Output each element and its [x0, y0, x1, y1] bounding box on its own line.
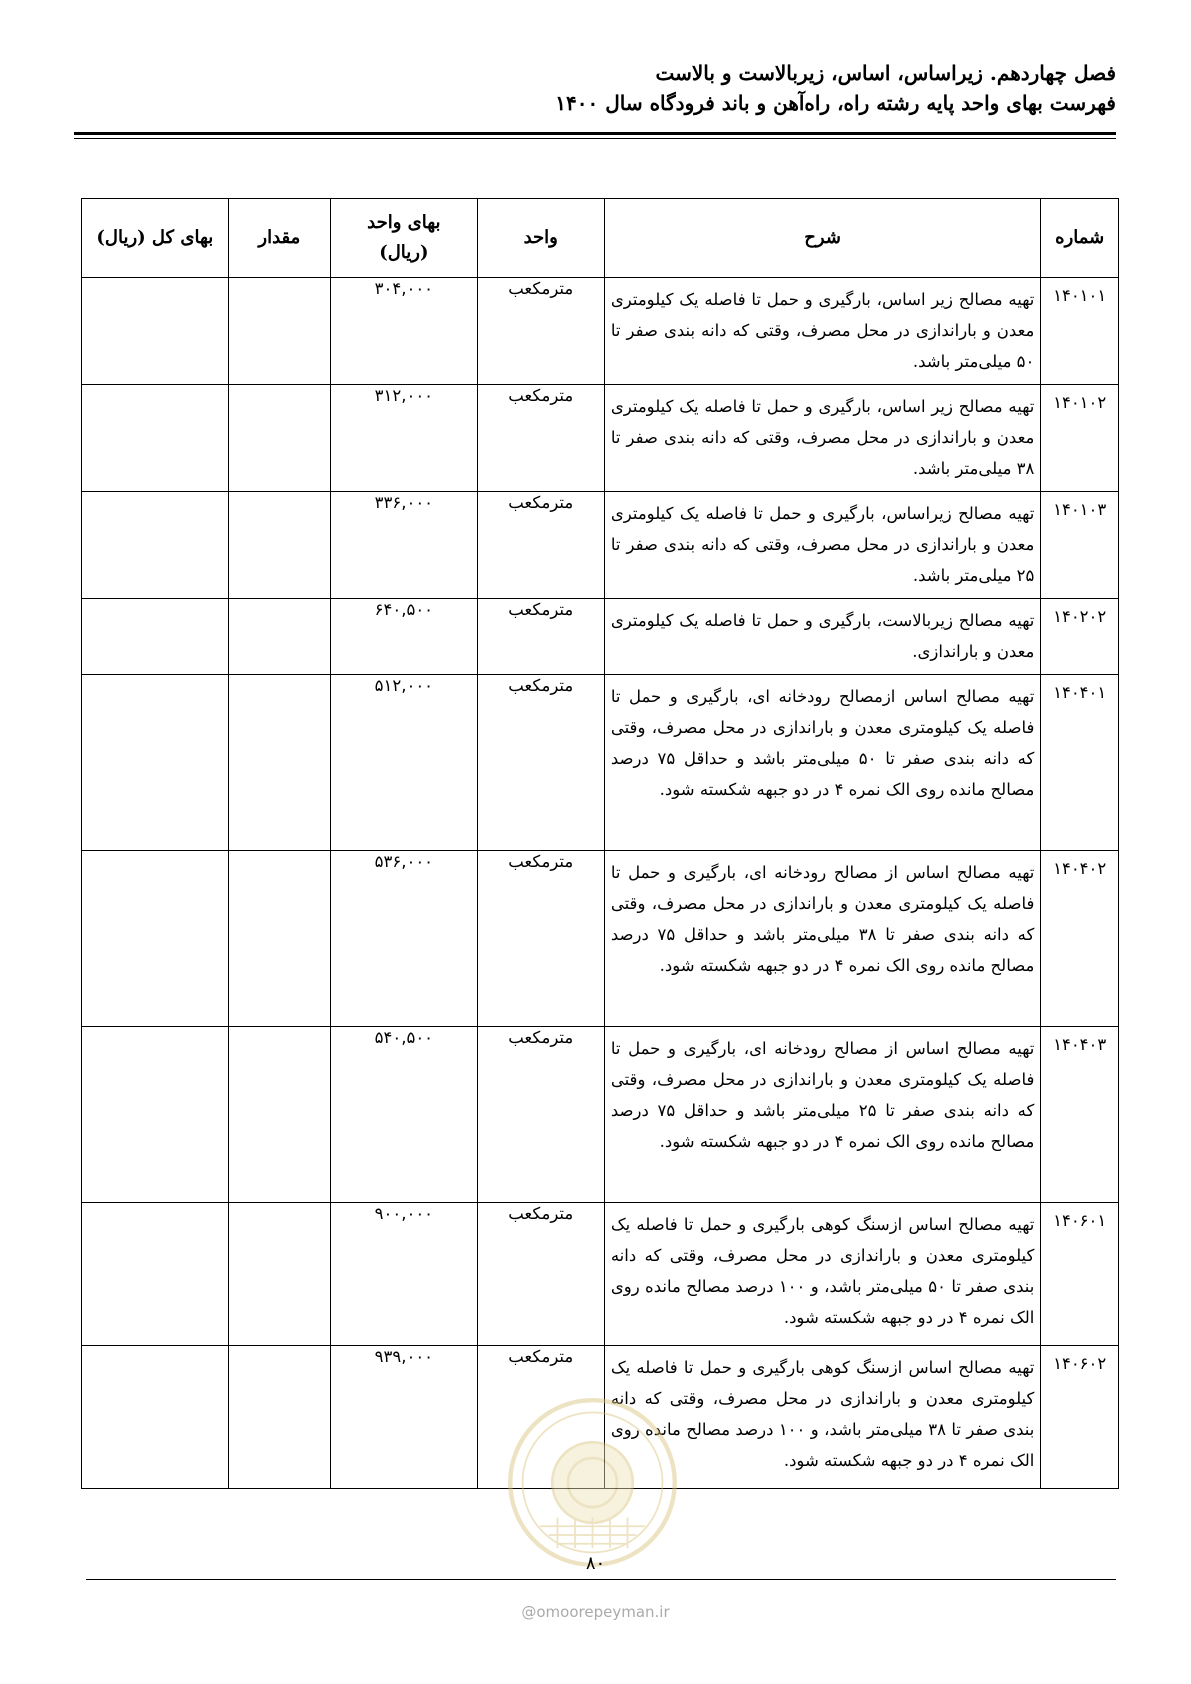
row-description: تهیه مصالح زیر اساس، بارگیری و حمل تا فاصله یک کیلومتری معدن و باراندازی در محل مصرف، وقتی که دانه بندی صفر تا ۵۰ میلی‌متر باشد. [604, 278, 1041, 385]
row-number: ۱۴۰۴۰۲ [1041, 851, 1119, 1027]
row-description: تهیه مصالح زیربالاست، بارگیری و حمل تا فاصله یک کیلومتری معدن و باراندازی. [604, 599, 1041, 675]
row-quantity[interactable] [228, 1346, 330, 1489]
organization-seal-icon [505, 1395, 680, 1570]
col-header-unit-price-line1: بهای واحد [367, 212, 441, 233]
table-row [82, 385, 1119, 492]
table-row [82, 278, 1119, 385]
row-unit: مترمکعب [477, 278, 604, 385]
row-number: ۱۴۰۶۰۲ [1041, 1346, 1119, 1489]
row-number: ۱۴۰۱۰۲ [1041, 385, 1119, 492]
header-rule-thin [74, 138, 1116, 139]
row-unit-price: ۳۳۶,۰۰۰ [331, 492, 478, 599]
col-header-unit-price [331, 199, 478, 278]
price-list-title: فهرست بهای واحد پایه رشته راه، راه‌آهن و باند فرودگاه سال ۱۴۰۰ [555, 91, 1116, 115]
col-header-total: بهای کل (ریال) [82, 199, 229, 278]
row-description: تهیه مصالح اساس از مصالح رودخانه ای، بارگیری و حمل تا فاصله یک کیلومتری معدن و باراندازی در محل مصرف، وقتی که دانه بندی صفر تا ۲۵ میلی‌متر باشد و حداقل ۷۵ درصد مصالح مانده روی الک نمره ۴ در دو جبهه شکسته شود. [604, 1027, 1041, 1203]
row-number: ۱۴۰۲۰۲ [1041, 599, 1119, 675]
row-unit: مترمکعب [477, 492, 604, 599]
row-number: ۱۴۰۴۰۳ [1041, 1027, 1119, 1203]
row-quantity[interactable] [228, 1203, 330, 1346]
row-description: تهیه مصالح اساس ازسنگ کوهی بارگیری و حمل تا فاصله یک کیلومتری معدن و باراندازی در محل مصرف، وقتی که دانه بندی صفر تا ۳۸ میلی‌متر باشد، و ۱۰۰ درصد مصالح مانده روی الک نمره ۴ در دو جبهه شکسته شود. [604, 1346, 1041, 1489]
row-quantity[interactable] [228, 851, 330, 1027]
page-number: ۸۰ [585, 1553, 606, 1574]
row-total[interactable] [82, 1027, 229, 1203]
row-unit: مترمکعب [477, 675, 604, 851]
row-total[interactable] [82, 599, 229, 675]
table-row [82, 1027, 1119, 1203]
website-watermark: @omoorepeyman.ir [521, 1603, 670, 1621]
row-total[interactable] [82, 675, 229, 851]
table-row [82, 675, 1119, 851]
row-unit: مترمکعب [477, 1027, 604, 1203]
row-unit-price: ۹۰۰,۰۰۰ [331, 1203, 478, 1346]
row-unit: مترمکعب [477, 385, 604, 492]
col-header-quantity: مقدار [228, 199, 330, 278]
row-total[interactable] [82, 851, 229, 1027]
row-number: ۱۴۰۶۰۱ [1041, 1203, 1119, 1346]
chapter-title: فصل چهاردهم. زیراساس، اساس، زیربالاست و بالاست [655, 61, 1116, 85]
row-quantity[interactable] [228, 675, 330, 851]
row-number: ۱۴۰۴۰۱ [1041, 675, 1119, 851]
row-total[interactable] [82, 278, 229, 385]
header-rule-thick [74, 132, 1116, 135]
footer-rule [86, 1579, 1116, 1580]
col-header-unit: واحد [477, 199, 604, 278]
row-description: تهیه مصالح اساس از مصالح رودخانه ای، بارگیری و حمل تا فاصله یک کیلومتری معدن و باراندازی در محل مصرف، وقتی که دانه بندی صفر تا ۳۸ میلی‌متر باشد و حداقل ۷۵ درصد مصالح مانده روی الک نمره ۴ در دو جبهه شکسته شود. [604, 851, 1041, 1027]
page-header [74, 58, 1116, 118]
row-description: تهیه مصالح زیر اساس، بارگیری و حمل تا فاصله یک کیلومتری معدن و باراندازی در محل مصرف، وقتی که دانه بندی صفر تا ۳۸ میلی‌متر باشد. [604, 385, 1041, 492]
row-quantity[interactable] [228, 599, 330, 675]
row-quantity[interactable] [228, 492, 330, 599]
row-unit-price: ۵۴۰,۵۰۰ [331, 1027, 478, 1203]
row-unit-price: ۹۳۹,۰۰۰ [331, 1346, 478, 1489]
row-unit: مترمکعب [477, 851, 604, 1027]
table-row [82, 1203, 1119, 1346]
table-row [82, 492, 1119, 599]
row-number: ۱۴۰۱۰۳ [1041, 492, 1119, 599]
col-header-unit-price-line2: (ریال) [379, 242, 429, 263]
row-total[interactable] [82, 492, 229, 599]
row-unit: مترمکعب [477, 599, 604, 675]
row-unit: مترمکعب [477, 1346, 604, 1489]
row-unit-price: ۳۰۴,۰۰۰ [331, 278, 478, 385]
row-quantity[interactable] [228, 1027, 330, 1203]
row-total[interactable] [82, 385, 229, 492]
row-description: تهیه مصالح زیراساس، بارگیری و حمل تا فاصله یک کیلومتری معدن و باراندازی در محل مصرف، وقتی که دانه بندی صفر تا ۲۵ میلی‌متر باشد. [604, 492, 1041, 599]
row-quantity[interactable] [228, 278, 330, 385]
row-quantity[interactable] [228, 385, 330, 492]
table-row [82, 851, 1119, 1027]
row-total[interactable] [82, 1346, 229, 1489]
row-unit: مترمکعب [477, 1203, 604, 1346]
row-total[interactable] [82, 1203, 229, 1346]
row-description: تهیه مصالح اساس ازمصالح رودخانه ای، بارگیری و حمل تا فاصله یک کیلومتری معدن و باراندازی در محل مصرف، وقتی که دانه بندی صفر تا ۵۰ میلی‌متر باشد و حداقل ۷۵ درصد مصالح مانده روی الک نمره ۴ در دو جبهه شکسته شود. [604, 675, 1041, 851]
table-header-row [82, 199, 1119, 278]
price-table [81, 198, 1119, 1489]
row-unit-price: ۶۴۰,۵۰۰ [331, 599, 478, 675]
table-row [82, 599, 1119, 675]
row-description: تهیه مصالح اساس ازسنگ کوهی بارگیری و حمل تا فاصله یک کیلومتری معدن و باراندازی در محل مصرف، وقتی که دانه بندی صفر تا ۵۰ میلی‌متر باشد، و ۱۰۰ درصد مصالح مانده روی الک نمره ۴ در دو جبهه شکسته شود. [604, 1203, 1041, 1346]
row-unit-price: ۵۱۲,۰۰۰ [331, 675, 478, 851]
row-unit-price: ۵۳۶,۰۰۰ [331, 851, 478, 1027]
row-unit-price: ۳۱۲,۰۰۰ [331, 385, 478, 492]
col-header-description: شرح [604, 199, 1041, 278]
col-header-number: شماره [1041, 199, 1119, 278]
row-number: ۱۴۰۱۰۱ [1041, 278, 1119, 385]
